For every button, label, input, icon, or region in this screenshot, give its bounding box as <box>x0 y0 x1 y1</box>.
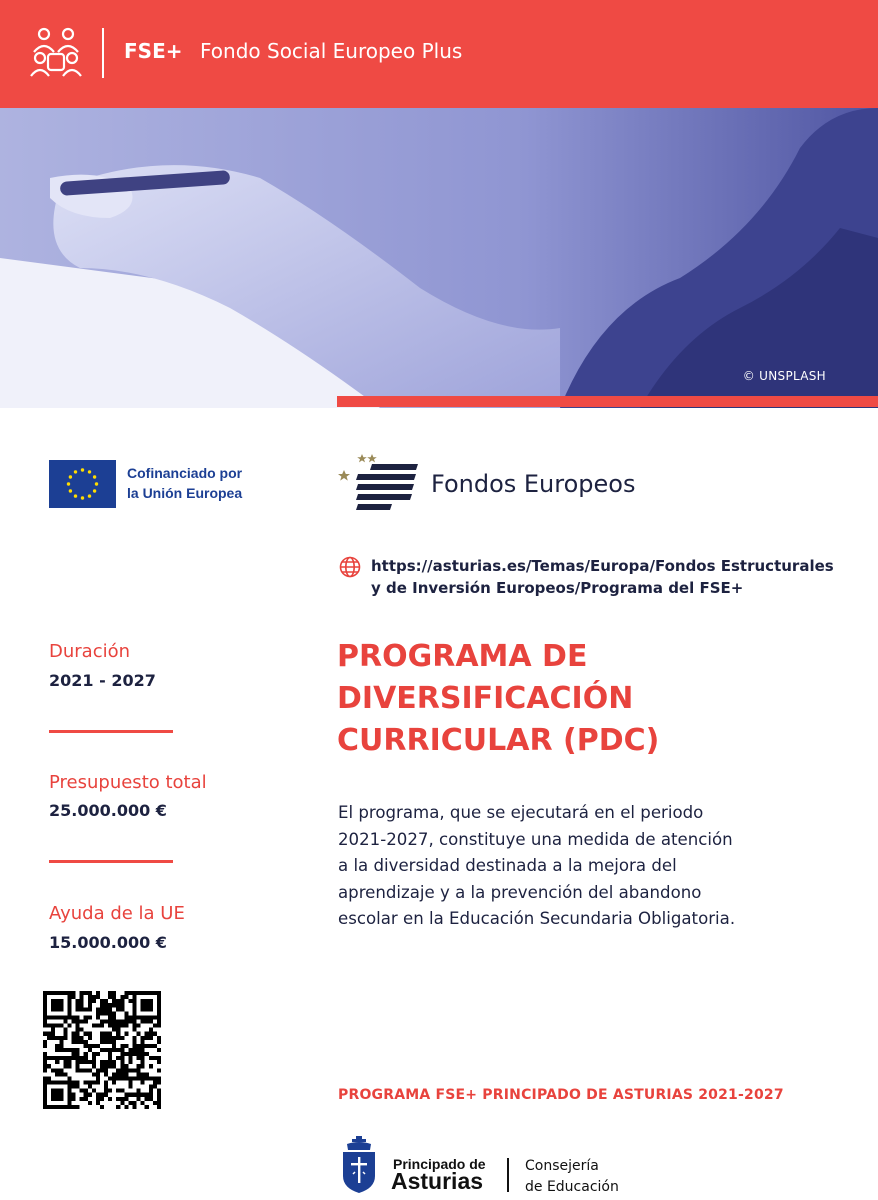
header-brand: FSE+ <box>124 39 183 63</box>
program-description <box>338 800 808 933</box>
description-line: escolar en la Educación Secundaria Obligatoria. <box>338 909 736 928</box>
eu-aid-value: 15.000.000 € <box>49 933 167 952</box>
program-title-line: CURRICULAR (PDC) <box>337 723 660 758</box>
web-link-line1: https://asturias.es/Temas/Europa/Fondos Estructurales <box>371 557 834 575</box>
budget-value: 25.000.000 € <box>49 801 167 820</box>
footer-divider <box>507 1158 509 1192</box>
header-bar <box>0 0 878 108</box>
header-title: Fondo Social Europeo Plus <box>200 39 463 63</box>
fondos-europeos-label: Fondos Europeos <box>431 470 636 498</box>
header-divider <box>102 28 104 78</box>
program-title-line: PROGRAMA DE <box>337 639 588 674</box>
duration-value: 2021 - 2027 <box>49 671 156 690</box>
program-title-line: DIVERSIFICACIÓN <box>337 681 634 716</box>
description-line: 2021-2027, constituye una medida de atención <box>338 829 733 849</box>
web-link-line2: y de Inversión Europeos/Programa del FSE+ <box>371 579 744 597</box>
eu-flag-logo <box>49 460 116 508</box>
hero-accent-bar <box>337 396 878 407</box>
people-group-icon <box>28 24 84 80</box>
footer-program-line: PROGRAMA FSE+ PRINCIPADO DE ASTURIAS 2021-2027 <box>338 1087 784 1103</box>
eu-aid-label: Ayuda de la UE <box>49 903 185 924</box>
program-web-link[interactable] <box>371 555 841 599</box>
description-line: aprendizaje y a la prevención del abandono <box>338 882 702 902</box>
program-title <box>337 636 837 762</box>
asturias-coat-of-arms-icon <box>339 1136 379 1194</box>
duration-label: Duración <box>49 641 131 662</box>
principado-line1: Principado de <box>393 1156 486 1172</box>
consejeria-text <box>525 1156 619 1198</box>
description-line: a la diversidad destinada a la mejora del <box>338 856 677 875</box>
hero-photo-illustration <box>0 108 878 408</box>
globe-icon <box>339 556 361 578</box>
photo-credit: © UNSPLASH <box>742 369 826 383</box>
fondos-europeos-logo-icon <box>336 452 418 510</box>
eu-stars-icon <box>49 460 116 508</box>
description-line: El programa, que se ejecutará en el periodo <box>338 803 704 822</box>
principado-line2: Asturias <box>391 1168 484 1194</box>
eu-text-line2: la Unión Europea <box>127 485 243 501</box>
budget-label: Presupuesto total <box>49 772 207 793</box>
consejeria-line1: Consejería <box>525 1158 599 1174</box>
stat-separator <box>49 860 173 863</box>
qr-code[interactable] <box>43 991 161 1109</box>
hero-image <box>0 108 878 408</box>
stat-separator <box>49 730 173 733</box>
consejeria-line2: de Educación <box>525 1179 619 1195</box>
eu-cofinance-text <box>127 463 242 503</box>
eu-text-line1: Cofinanciado por <box>127 465 243 481</box>
